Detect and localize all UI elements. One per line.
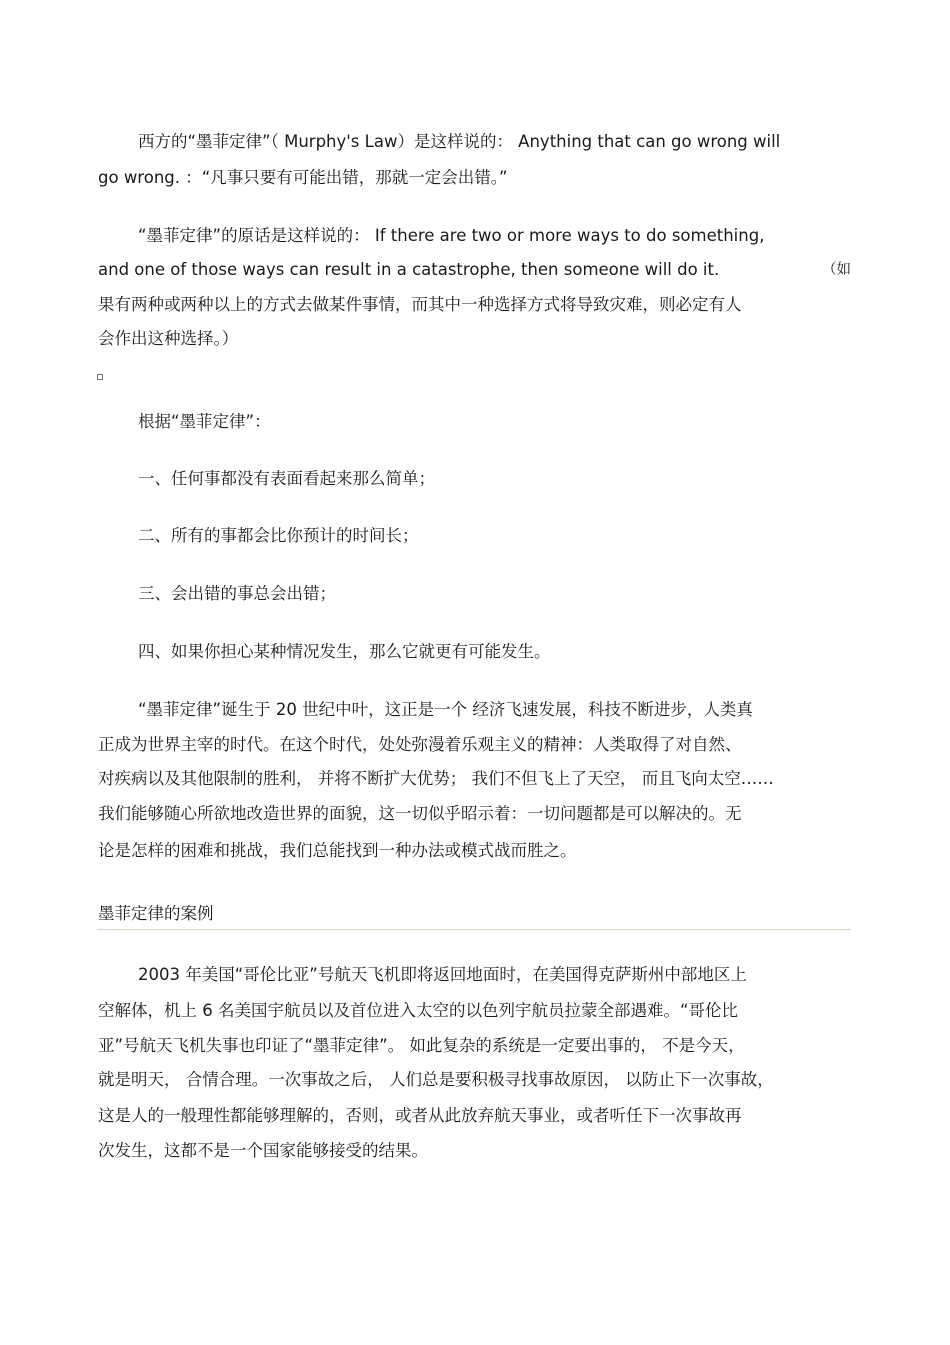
original-line-2-tail: （如 xyxy=(822,262,851,278)
history-line-5: 论是怎样的困难和挑战，我们总能找到一种办法或模式战而胜之。 xyxy=(98,841,577,860)
intro-line-2: go wrong. ：“凡事只要有可能出错，那就一定会出错。” xyxy=(98,168,508,187)
rules-intro: 根据“墨菲定律”： xyxy=(138,412,271,431)
rule-item: 三、会出错的事总会出错； xyxy=(138,584,336,603)
rule-item: 四、如果你担心某种情况发生，那么它就更有可能发生。 xyxy=(138,642,551,661)
case-line-6: 次发生，这都不是一个国家能够接受的结果。 xyxy=(98,1141,428,1160)
history-line-2: 正成为世界主宰的时代。在这个时代，处处弥漫着乐观主义的精神：人类取得了对自然、 xyxy=(98,735,742,754)
case-line-1: 2003 年美国“哥伦比亚”号航天飞机即将返回地面时，在美国得克萨斯州中部地区上 xyxy=(138,965,747,984)
heading-divider xyxy=(97,929,851,930)
rule-item: 二、所有的事都会比你预计的时间长； xyxy=(138,526,419,545)
rule-item: 一、任何事都没有表面看起来那么简单； xyxy=(138,469,435,488)
small-square-mark xyxy=(97,374,103,380)
history-line-3: 对疾病以及其他限制的胜利， 并将不断扩大优势； 我们不但飞上了天空， 而且飞向太空…… xyxy=(98,769,774,788)
intro-line-1: 西方的“墨菲定律”（ Murphy's Law）是这样说的： Anything that can go wrong will xyxy=(138,132,781,151)
case-line-3: 亚”号航天飞机失事也印证了“墨菲定律”。 如此复杂的系统是一定要出事的， 不是今天， xyxy=(98,1036,745,1055)
history-line-1: “墨菲定律”诞生于 20 世纪中叶，这正是一个 经济飞速发展，科技不断进步，人类真 xyxy=(138,700,753,719)
section-heading: 墨菲定律的案例 xyxy=(98,904,214,923)
history-line-4: 我们能够随心所欲地改造世界的面貌，这一切似乎昭示着：一切问题都是可以解决的。无 xyxy=(98,804,742,823)
original-line-1: “墨菲定律”的原话是这样说的： If there are two or more ways to do something, xyxy=(138,226,765,245)
original-line-4: 会作出这种选择。） xyxy=(98,329,239,348)
case-line-4: 就是明天， 合情合理。一次事故之后， 人们总是要积极寻找事故原因， 以防止下一次事故， xyxy=(98,1070,774,1089)
original-line-3: 果有两种或两种以上的方式去做某件事情，而其中一种选择方式将导致灾难，则必定有人 xyxy=(98,295,742,314)
case-line-5: 这是人的一般理性都能够理解的，否则，或者从此放弃航天事业，或者听任下一次事故再 xyxy=(98,1106,742,1125)
original-line-2: and one of those ways can result in a catastrophe, then someone will do it. xyxy=(98,260,720,279)
case-line-2: 空解体，机上 6 名美国宇航员以及首位进入太空的以色列宇航员拉蒙全部遇难。“哥伦比 xyxy=(98,1001,739,1020)
